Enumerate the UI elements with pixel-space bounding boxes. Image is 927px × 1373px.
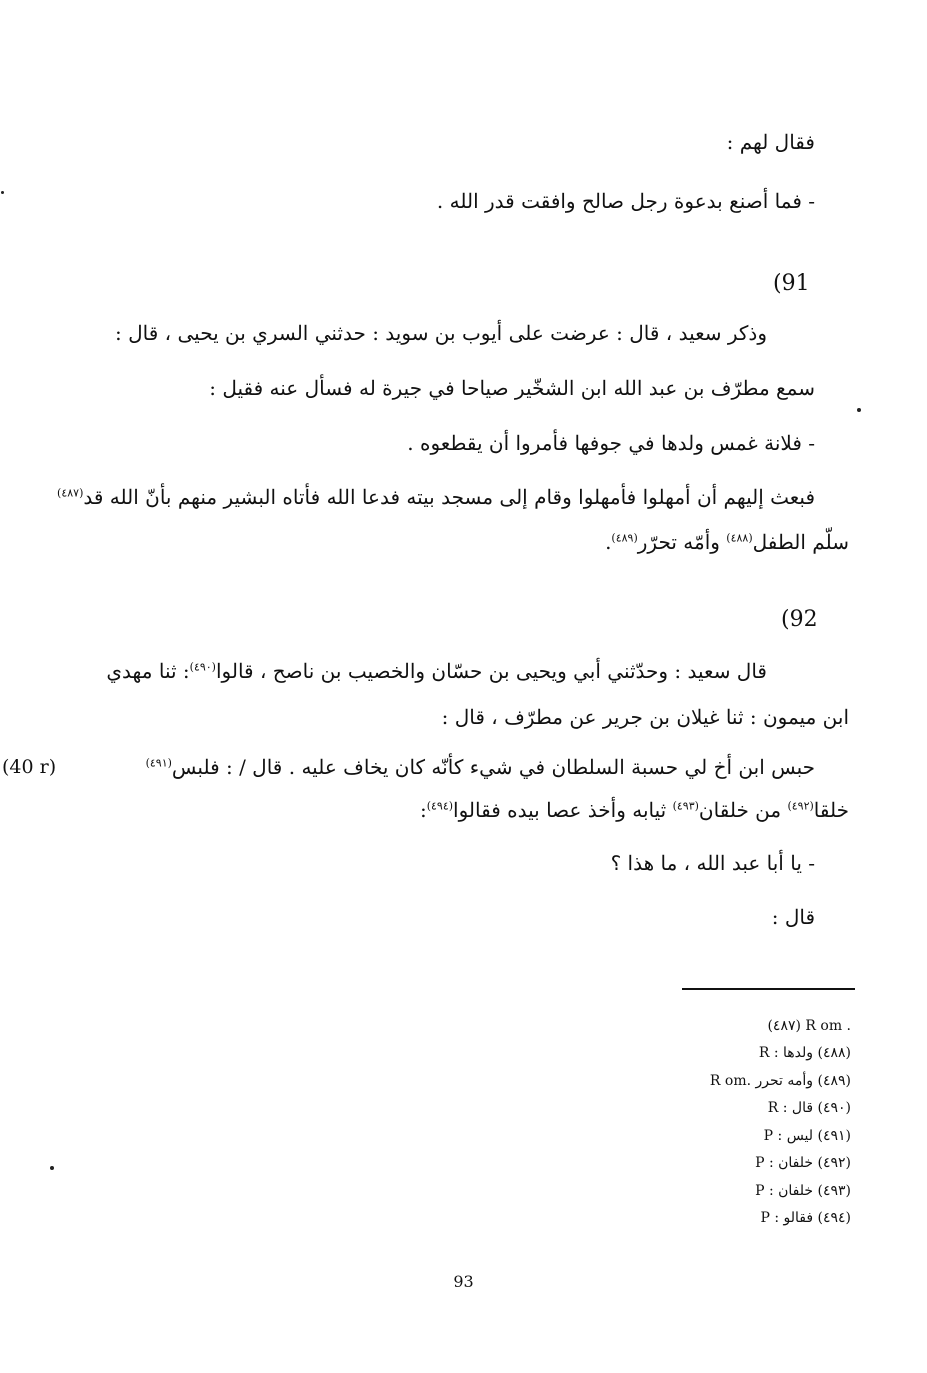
text-segment: فبعث إليهم أن أمهلوا فأمهلوا وقام إلى مسجد بيته فدعا الله فأتاه البشير منهم بأنّ الله قد [83,485,815,509]
footnote: (٤٨٩) وأمه تحرر .R om [709,1073,851,1089]
text-segment: . [605,530,612,554]
footnote: (٤٩٠) قال : R [767,1100,851,1116]
footnote: (٤٩١) ليس : P [763,1128,851,1144]
footnote: (٤٩٤) فقالو : P [760,1210,851,1226]
page-number: 93 [453,1272,474,1291]
text-line: فقال لهم : [726,130,815,154]
text-segment: : [419,798,427,822]
footnote: (٤٩٢) خلفان : P [755,1155,851,1171]
footnote-rule [682,988,855,990]
footnote-ref: (٤٩١) [145,756,172,770]
text-line [70,656,767,686]
text-segment: : ثنا مهدي [106,659,190,683]
scan-speck [50,1166,54,1170]
footnote-ref: (٤٨٧) [57,486,84,500]
footnote-ref: (٤٩٢) [787,799,814,813]
text-line: - فلانة غمس ولدها في جوفها فأمروا أن يقطعوه . [407,431,815,455]
text-segment: قال سعيد : وحدّثني أبي ويحيى بن حسّان والخصيب بن ناصح ، قالوا [215,659,767,683]
text-line: - فما أصنع بدعوة رجل صالح وافقت قدر الله . [436,189,815,213]
text-segment: خلقا [813,798,849,822]
text-line [300,795,849,825]
footnote-ref: (٤٨٩) [611,531,638,545]
footnote-ref: (٤٩٠) [189,660,216,674]
text-segment: حبس ابن أخ لي حسبة السلطان في شيء كأنّه كان يخاف عليه . قال / : فلبس [171,755,815,779]
section-number-92: (92 [781,607,818,632]
manuscript-folio-ref: (40 r) [2,756,57,778]
footnote-ref: (٤٩٤) [426,799,454,813]
text-segment: ثيابه وأخذ عصا بيده فقالوا [453,798,673,822]
footnote-ref: (٤٩٣) [672,799,699,813]
text-line: ابن ميمون : ثنا غيلان بن جرير عن مطرّف ، قال : [441,705,849,729]
text-line: وذكر سعيد ، قال : عرضت على أيوب بن سويد : حدثني السري بن يحيى ، قال : [115,321,767,345]
text-line: سمع مطرّف بن عبد الله ابن الشخّير صياحا في جيرة له فسأل عنه فقيل : [209,376,815,400]
text-line: قال : [771,905,815,929]
text-line: - يا أبا عبد الله ، ما هذا ؟ [610,851,815,875]
text-line [78,752,815,782]
text-line [57,482,815,512]
footnote: (٤٩٣) خلفان : P [755,1183,851,1199]
scan-speck [857,408,861,412]
footnote-ref: (٤٨٨) [726,531,753,545]
footnote: (٤٨٧) R om . [767,1018,851,1034]
scan-speck [1,191,4,194]
text-segment: من خلقان [698,798,788,822]
section-number-91: (91 [773,271,810,296]
footnote: (٤٨٨) ولدها : R [758,1045,851,1061]
text-segment: سلّم الطفل [752,530,849,554]
text-line [400,527,849,557]
text-segment: وأمّه تحرّر [637,530,727,554]
